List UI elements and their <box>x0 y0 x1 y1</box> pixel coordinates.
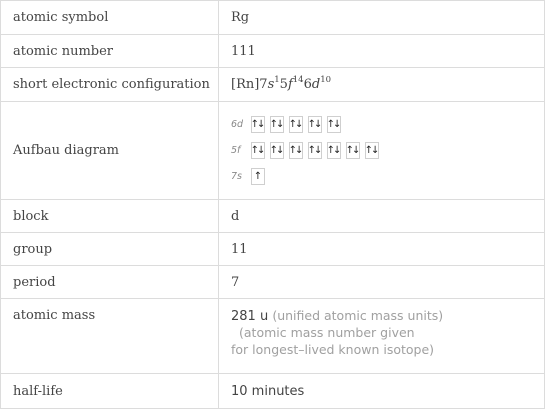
row-label: block <box>1 200 219 233</box>
aufbau-diagram <box>219 102 545 200</box>
config-d-exponent: 10 <box>320 75 332 85</box>
orbital-label: 6d <box>231 119 244 130</box>
orbital-box: ↑↓ <box>289 116 303 133</box>
table-row <box>1 35 545 68</box>
atomic-mass-value <box>219 299 545 374</box>
table-row <box>1 1 545 35</box>
config-d-symbol: d <box>311 77 321 92</box>
row-label: half-life <box>1 374 219 409</box>
orbital-box: ↑↓ <box>289 142 303 159</box>
table-row <box>1 102 545 200</box>
orbital-box: ↑↓ <box>251 142 265 159</box>
row-value: 11 <box>219 233 545 266</box>
row-value: Rg <box>219 1 545 35</box>
orbital-label: 5f <box>231 145 241 156</box>
orbital-box: ↑↓ <box>327 116 341 133</box>
row-value: 7 <box>219 266 545 299</box>
electron-configuration <box>219 68 545 102</box>
orbital-box: ↑↓ <box>365 142 379 159</box>
row-label: short electronic configuration <box>1 68 219 102</box>
config-f-exponent: 14 <box>292 75 304 85</box>
config-f-symbol: f <box>287 77 293 92</box>
orbital-box: ↑↓ <box>251 116 265 133</box>
mass-isotope-note: (atomic mass number given <box>239 325 415 340</box>
orbital-box: ↑ <box>251 168 265 185</box>
mass-unit-note: (unified atomic mass units) <box>272 308 444 323</box>
orbital-row-7s <box>231 164 544 190</box>
orbital-row-5f <box>231 138 544 164</box>
row-value: 111 <box>219 35 545 68</box>
row-label: atomic mass <box>1 299 219 374</box>
row-label: period <box>1 266 219 299</box>
config-d-coefficient: 6 <box>303 77 312 92</box>
row-label: group <box>1 233 219 266</box>
row-label: Aufbau diagram <box>1 102 219 200</box>
table-row <box>1 299 545 374</box>
orbital-box: ↑↓ <box>270 116 284 133</box>
orbital-row-6d <box>231 112 544 138</box>
row-value: 10 minutes <box>219 374 545 409</box>
mass-value: 281 u <box>231 309 269 324</box>
orbital-box: ↑↓ <box>270 142 284 159</box>
table-row <box>1 233 545 266</box>
orbital-label: 7s <box>231 171 242 182</box>
row-label: atomic number <box>1 35 219 68</box>
table-row <box>1 200 545 233</box>
table-row <box>1 68 545 102</box>
row-value: d <box>219 200 545 233</box>
orbital-box: ↑↓ <box>308 142 322 159</box>
table-row <box>1 266 545 299</box>
config-core: [Rn]7 <box>231 77 268 92</box>
config-f-coefficient: 5 <box>279 77 288 92</box>
orbital-box: ↑↓ <box>327 142 341 159</box>
table-row <box>1 374 545 409</box>
row-label: atomic symbol <box>1 1 219 35</box>
orbital-box: ↑↓ <box>346 142 360 159</box>
config-s-symbol: s <box>267 77 275 92</box>
config-s-exponent: 1 <box>274 75 280 85</box>
mass-isotope-note-cont: for longest–lived known isotope) <box>231 342 435 357</box>
orbital-box: ↑↓ <box>308 116 322 133</box>
